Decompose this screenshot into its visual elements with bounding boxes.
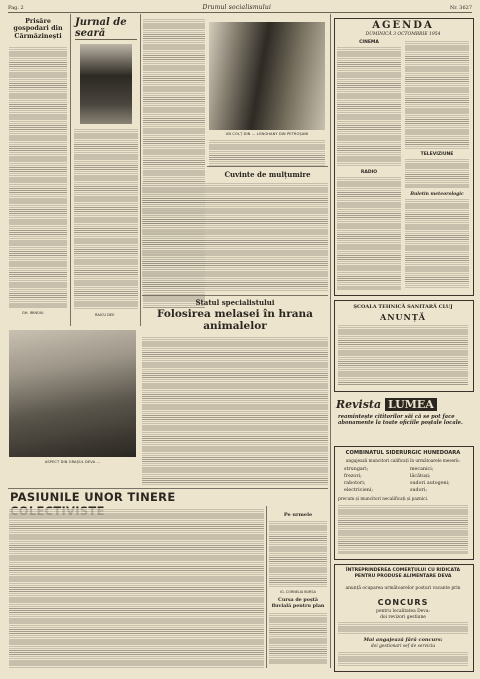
cinema-listing (337, 46, 401, 166)
street-photo-caption: UN COLȚ DIN ... LONGHANY DIN PETROȘANI (225, 132, 309, 136)
section-label: Statul specialistului (195, 298, 275, 307)
revista-title (336, 398, 470, 411)
trades-left (344, 466, 404, 494)
revista-subtitle: reamintește cititorilor săi că se pot face abonamente la toate oficiile poștale locale. (338, 414, 463, 427)
school-ad-body (338, 324, 468, 386)
photo-adjacent-text (209, 139, 325, 167)
left-article-author: GH. IRINOIU (22, 311, 44, 315)
agenda-tv: TELEVIZIUNE (420, 152, 454, 157)
agenda-title: AGENDA (372, 20, 434, 31)
agenda-date: DUMINICĂ 3 OCTOMBRIE 1954 (365, 32, 441, 37)
intreprinderea-sub: anunță ocuparea următoarelor posturi vacante prin (345, 586, 461, 591)
column-divider (266, 506, 267, 668)
left-article-title: Prisăre gospodari din Cărmăzinești (13, 17, 63, 40)
concurs-title: CONCURS (377, 598, 429, 607)
trade-item: sudori autogeni; (410, 481, 450, 486)
left-article-body (9, 46, 67, 308)
trade-item: lăcătuși; (410, 474, 431, 479)
bottom-article-title: PASIUNILE UNOR TINERE (10, 490, 176, 504)
bottom-signature: IG. CORNELIA BURSA (280, 590, 316, 594)
column-divider (140, 14, 141, 326)
school-ad-anunta: ANUNȚĂ (380, 312, 426, 322)
combinat-body (338, 504, 468, 554)
trade-item: electricieni; (344, 488, 373, 493)
revista-name: LUMEA (385, 398, 437, 411)
main-article-title: Folosirea melasei în hrana animalelor (157, 308, 313, 332)
bottom-article-body (9, 508, 264, 668)
rule (8, 488, 328, 489)
concurs-line-1: pentru localitatea Deva: (376, 609, 430, 614)
small-body-1 (269, 520, 327, 588)
tv-listing (405, 158, 469, 188)
center-article-author: RAICU DEE (95, 313, 115, 317)
angajeaza-title: Mai angajează fără concurs: (363, 637, 443, 643)
thanks-body (142, 182, 328, 292)
trade-item: mecanici; (410, 467, 434, 472)
column-divider (70, 14, 71, 326)
agenda-cinema: CINEMA (359, 40, 379, 45)
rule (142, 295, 328, 296)
center-article-body (74, 128, 138, 310)
trade-item: frezori; (344, 474, 362, 479)
weather-listing (405, 198, 469, 288)
portrait-photo (80, 44, 132, 124)
landscape-photo (9, 330, 136, 457)
small-body-2 (269, 612, 327, 664)
angajeaza-line: doi gestionari sef de serviciu (370, 644, 436, 649)
revista-prefix: Revista (336, 398, 382, 411)
school-ad-title: ȘCOALA TEHNICĂ SANITARĂ CLUJ (353, 304, 453, 310)
trade-item: sudori; (410, 488, 427, 493)
landscape-photo-caption: ASPECT DIN ORAȘUL DEVA ... (44, 460, 101, 464)
column-divider (330, 14, 331, 668)
angajeaza-body (338, 651, 468, 667)
issue-number: Nr. 3627 (449, 4, 472, 11)
radio-listing (337, 176, 401, 290)
masthead: Drumul socialismului (202, 4, 272, 11)
page-number: Pag. 2 (8, 4, 24, 11)
center-article-title: Jurnal de seară (75, 17, 137, 40)
agenda-right-listing (405, 40, 469, 150)
combinat-subtitle: angajează muncitori calificați în următoarele meserii: (345, 458, 461, 463)
small-title-2: Cursa de poștă fluvială pentru plan (271, 597, 325, 609)
main-article-body (142, 336, 328, 486)
trades-right (410, 466, 470, 494)
concurs-line-2: doi revizori gestiune (380, 615, 426, 620)
trade-item: rabotori; (344, 481, 366, 486)
small-title-1: Pe urmele (283, 512, 313, 518)
agenda-weather: Buletin meteorologic (410, 192, 464, 197)
intreprinderea-title: ÎNTREPRINDEREA COMERȚULUI CU RIDICATA PENTRU PRODUSE ALIMENTARE DEVA (345, 568, 461, 579)
rule (207, 166, 328, 167)
street-photo (209, 22, 325, 130)
combinat-title: COMBINATUL SIDERURGIC HUNEDOARA (345, 450, 461, 456)
concurs-body (338, 621, 468, 635)
trade-item: strungari; (344, 467, 369, 472)
agenda-radio: RADIO (360, 170, 378, 175)
page-header (8, 3, 472, 13)
combinat-note: precum și muncitori necalificați și paznici. (338, 496, 429, 501)
thanks-title: Cuvinte de mulțumire (224, 170, 311, 179)
